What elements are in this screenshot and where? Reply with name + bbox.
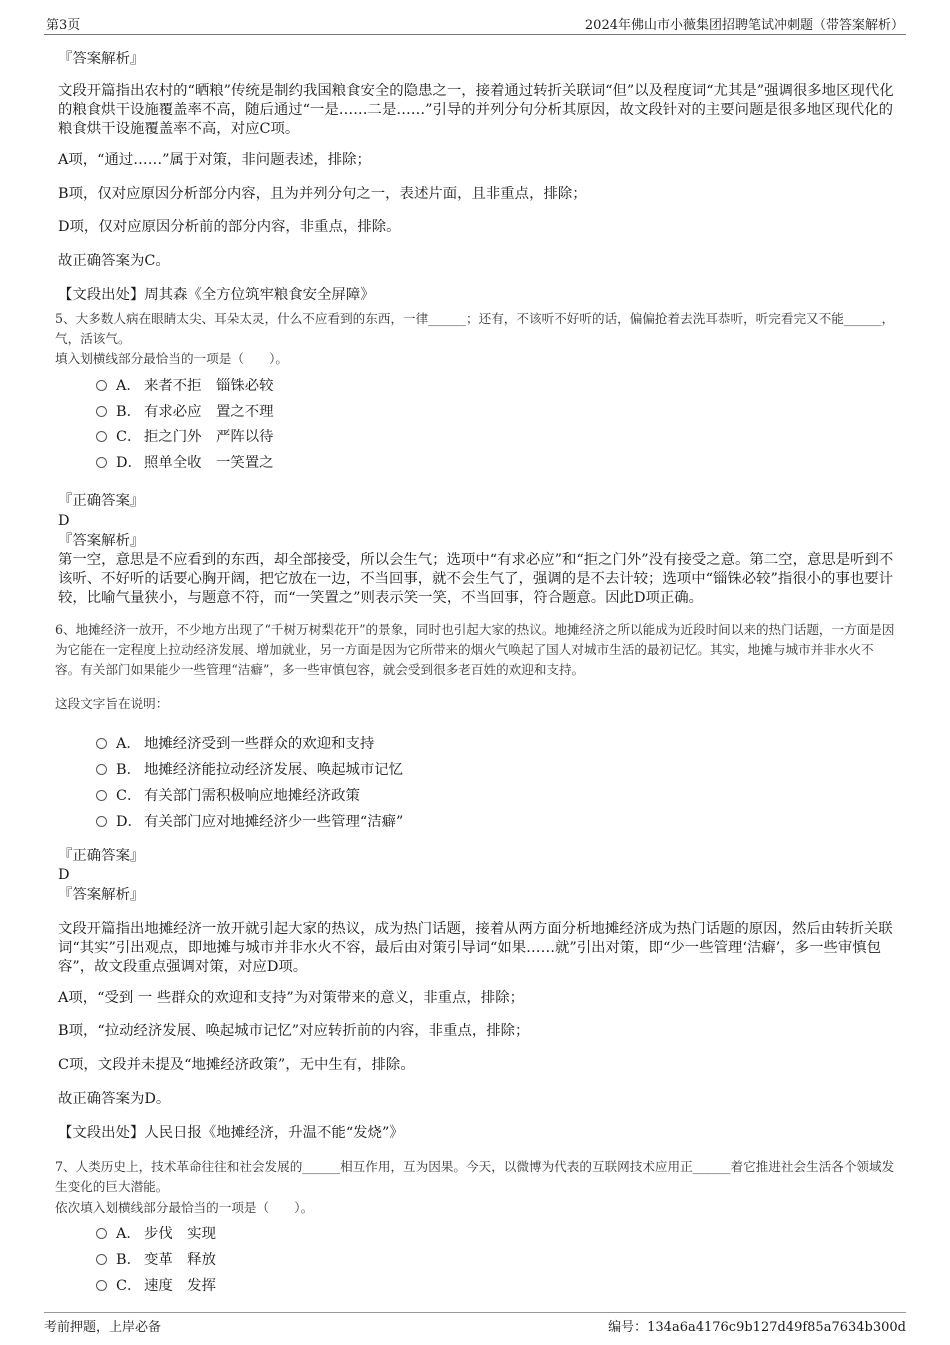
question-prompt: 填入划横线部分最恰当的一项是（ ）。 xyxy=(55,351,288,366)
option-b[interactable]: B． 有求必应 置之不理 xyxy=(96,400,274,421)
footer-slogan: 考前押题，上岸必备 xyxy=(44,1320,162,1335)
analysis-heading: 『答案解析』 xyxy=(58,51,145,67)
answer-heading: 『正确答案』 xyxy=(58,493,145,509)
note-b: B项，“拉动经济发展、唤起城市记忆”对应转折前的内容，非重点，排除； xyxy=(58,1023,530,1039)
radio-icon[interactable] xyxy=(96,1228,107,1239)
page-number: 第3页 xyxy=(46,18,81,33)
answer-value: D xyxy=(58,513,70,529)
radio-icon[interactable] xyxy=(96,1280,107,1291)
answer-heading: 『正确答案』 xyxy=(58,848,145,864)
analysis-text: 文段开篇指出地摊经济一放开就引起大家的热议，成为热门话题，接着从两方面分析地摊经济成为热门话题的原因，然后由转折关联词“其实”引出观点，即地摊与城市并非水火不容，最后由对策引导词“如果……就”引出对策，即“少一些管理‘洁癖’，多一些审慎包容”，故文段重点强调对策，对应D项。 xyxy=(58,921,893,975)
note-a: A项，“受到 一 些群众的欢迎和支持”为对策带来的意义，非重点，排除； xyxy=(58,990,524,1006)
document-code: 编号：134a6a4176c9b127d49f85a7634b300d xyxy=(608,1320,906,1335)
analysis-text: 文段开篇指出农村的“晒粮”传统是制约我国粮食安全的隐患之一，接着通过转折关联词“但”以及程度词“尤其是”强调很多地区现代化的粮食烘干设施覆盖率不高，随后通过“一是……二是……”引导的并列分句分析其原因，故文段针对的主要问题是很多地区现代化的粮食烘干设施覆盖率不高，对应C项。 xyxy=(58,83,894,137)
analysis-text: 第一空，意思是不应看到的东西，却全部接受，所以会生气；选项中“有求必应”和“拒之门外”没有接受之意。第二空，意思是听到不该听、不好听的话要心胸开阔，把它放在一边，不当回事，就不会生气了，强调的是不去计较；选项中“锱铢必较”指很小的事也要计较，比喻气量狭小，与题意不符，而“一笑置之”则表示笑一笑，不当回事，符合题意。因此D项正确。 xyxy=(58,552,894,606)
radio-icon[interactable] xyxy=(96,380,107,391)
source-citation: 【文段出处】人民日报《地摊经济，升温不能“发烧”》 xyxy=(58,1125,404,1141)
option-b[interactable]: B． 变革 释放 xyxy=(96,1248,216,1269)
radio-icon[interactable] xyxy=(96,790,107,801)
question-stem: 6、地摊经济一放开，不少地方出现了“千树万树梨花开”的景象，同时也引起大家的热议。地摊经济之所以能成为近段时间以来的热门话题，一方面是因为它能在一定程度上拉动经济发展、增加就业，另一方面是因为它所带来的烟火气唤起了国人对城市生活的最初记忆。其实，地摊与城市并非水火不容。有关部门如果能少一些管理“洁癖”，多一些审慎包容，就会受到很多老百姓的欢迎和支持。 xyxy=(55,622,895,677)
option-a[interactable]: A． 步伐 实现 xyxy=(96,1222,216,1243)
analysis-heading: 『答案解析』 xyxy=(58,887,145,903)
document-title: 2024年佛山市小薇集团招聘笔试冲刺题（带答案解析） xyxy=(584,18,904,33)
radio-icon[interactable] xyxy=(96,816,107,827)
answer-value: D xyxy=(58,867,70,883)
option-b[interactable]: B． 地摊经济能拉动经济发展、唤起城市记忆 xyxy=(96,758,403,779)
question-stem: 7、人类历史上，技术革命往往和社会发展的______相互作用，互为因果。今天，以微博为代表的互联网技术应用正______着它推进社会生活各个领域发生变化的巨大潜能。 xyxy=(55,1159,895,1194)
radio-icon[interactable] xyxy=(96,406,107,417)
note-a: A项，“通过……”属于对策，非问题表述，排除； xyxy=(58,152,371,168)
radio-icon[interactable] xyxy=(96,1254,107,1265)
note-d: D项，仅对应原因分析前的部分内容，非重点，排除。 xyxy=(58,219,401,235)
radio-icon[interactable] xyxy=(96,431,107,442)
radio-icon[interactable] xyxy=(96,738,107,749)
note-c: C项，文段并未提及“地摊经济政策”，无中生有，排除。 xyxy=(58,1057,415,1073)
page-footer xyxy=(44,1312,906,1335)
option-d[interactable]: D． 照单全收 一笑置之 xyxy=(96,451,274,472)
option-c[interactable]: C． 速度 发挥 xyxy=(96,1274,216,1295)
question-prompt: 依次填入划横线部分最恰当的一项是（ ）。 xyxy=(55,1200,314,1215)
conclusion: 故正确答案为D。 xyxy=(58,1091,171,1107)
option-a[interactable]: A． 地摊经济受到一些群众的欢迎和支持 xyxy=(96,732,374,753)
question-prompt: 这段文字旨在说明： xyxy=(55,696,169,711)
analysis-heading: 『答案解析』 xyxy=(58,533,145,549)
option-c[interactable]: C． 拒之门外 严阵以待 xyxy=(96,425,274,446)
page-header xyxy=(44,12,906,35)
option-a[interactable]: A． 来者不拒 锱铢必较 xyxy=(96,374,274,395)
source-citation: 【文段出处】周其森《全方位筑牢粮食安全屏障》 xyxy=(58,287,375,303)
radio-icon[interactable] xyxy=(96,457,107,468)
conclusion: 故正确答案为C。 xyxy=(58,253,170,269)
radio-icon[interactable] xyxy=(96,764,107,775)
note-b: B项，仅对应原因分析部分内容，且为并列分句之一，表述片面，且非重点，排除； xyxy=(58,186,587,202)
option-c[interactable]: C． 有关部门需积极响应地摊经济政策 xyxy=(96,784,360,805)
option-d[interactable]: D． 有关部门应对地摊经济少一些管理“洁癖” xyxy=(96,810,403,831)
question-stem: 5、大多数人病在眼睛太尖、耳朵太灵，什么不应看到的东西，一律______；还有，不该听不好听的话，偏偏抢着去洗耳恭听，听完看完又不能______，气，活该气。 xyxy=(55,311,895,346)
